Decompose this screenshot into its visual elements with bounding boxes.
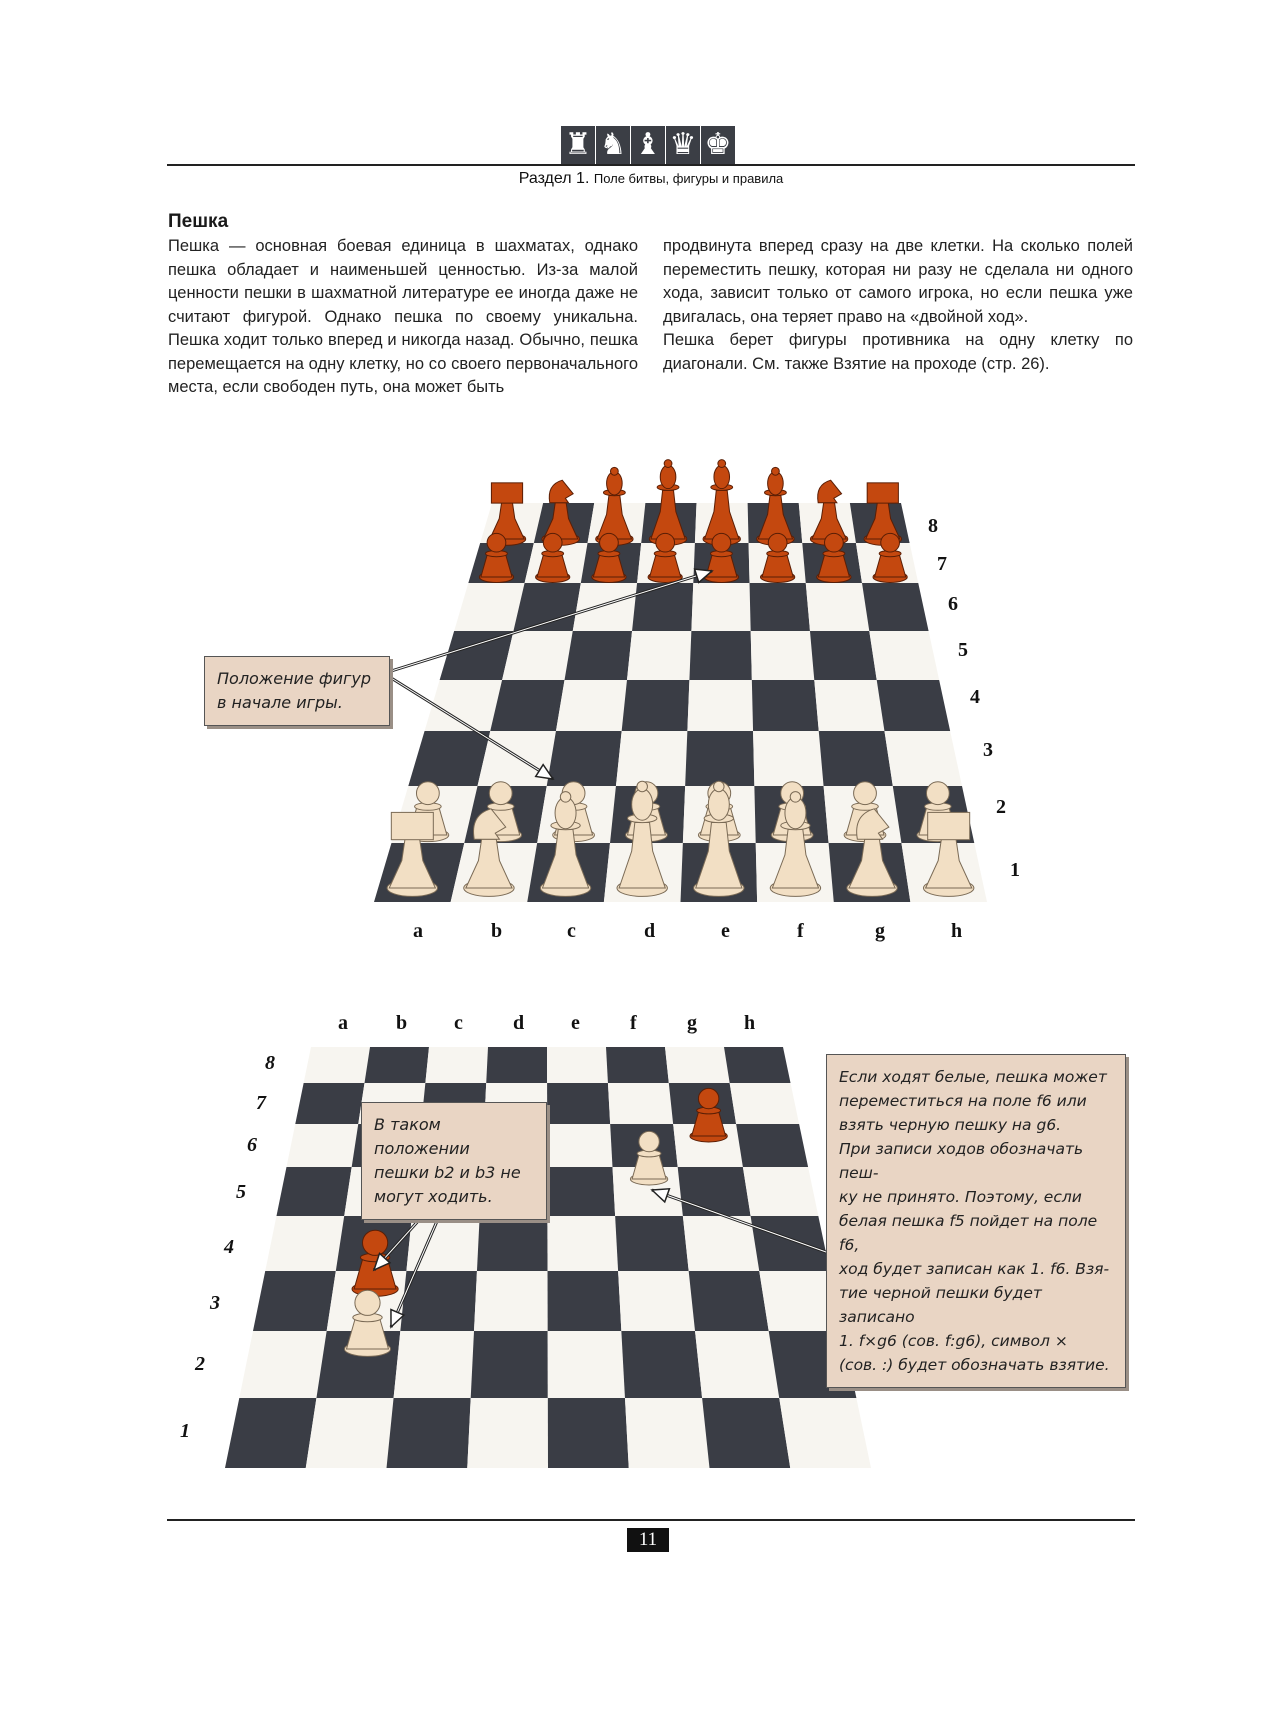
- board-square: [471, 1331, 548, 1398]
- rank-label: 3: [210, 1292, 220, 1314]
- callout-line: могут ходить.: [374, 1187, 493, 1206]
- rank-label: 2: [195, 1353, 205, 1375]
- section-number: 1.: [576, 170, 590, 187]
- board-square: [547, 1216, 618, 1271]
- rank-label: 8: [928, 515, 938, 537]
- callout-line: 1. f×g6 (сов. f:g6), символ ×: [839, 1332, 1068, 1350]
- board-square: [695, 1331, 779, 1398]
- knight-icon: ♞: [595, 126, 630, 164]
- queen-icon: ♛: [665, 126, 700, 164]
- board-square: [685, 731, 754, 786]
- board-2: [225, 1047, 871, 1468]
- callout-line: Положение фигур: [217, 669, 371, 688]
- rank-label: 7: [937, 553, 947, 575]
- board-square: [689, 631, 751, 680]
- board-square: [687, 680, 753, 731]
- callout-line: ку не принято. Поэтому, если: [839, 1188, 1082, 1206]
- board-square: [806, 583, 870, 631]
- paragraph-right-1: продвинута вперед сразу на две клетки. На сколько полей переместить пешку, которая ни разу не сделала ни одного хода, зависит только от самого игрока, но если пешка уже двигалась, она теряет право на «двойной ход».: [663, 237, 1133, 326]
- board-square: [573, 583, 637, 631]
- callout-line: Если ходят белые, пешка может: [839, 1068, 1107, 1086]
- board-square: [440, 631, 514, 680]
- board-square: [239, 1331, 326, 1398]
- board-square: [779, 1398, 871, 1468]
- paragraph-right-2: Пешка берет фигуры противника на одну клетку по диагонали. См. также Взятие на проходе (стр. 26).: [663, 331, 1133, 373]
- board-square: [615, 1216, 689, 1271]
- board-square: [425, 1047, 488, 1083]
- callout-line: тие черной пешки будет записано: [839, 1284, 1042, 1326]
- callout-pawn-notation: [826, 1054, 1126, 1388]
- board-square: [548, 1331, 625, 1398]
- board-square: [884, 731, 962, 786]
- board-square: [408, 731, 490, 786]
- board-square: [467, 1398, 548, 1468]
- page-number: 11: [627, 1528, 669, 1552]
- callout-line: взять черную пешку на g6.: [839, 1116, 1062, 1134]
- board-square: [477, 1216, 548, 1271]
- board-square: [548, 1271, 622, 1331]
- board-square: [750, 583, 810, 631]
- file-label: b: [396, 1012, 408, 1034]
- board-square: [548, 1398, 629, 1468]
- file-label: g: [687, 1012, 697, 1034]
- board-square: [304, 1047, 370, 1083]
- board-square: [556, 680, 627, 731]
- rank-label: 2: [996, 796, 1006, 818]
- callout-line: пешки b2 и b3 не: [374, 1163, 521, 1182]
- board-square: [547, 1047, 608, 1083]
- file-label: h: [951, 920, 963, 942]
- board-square: [547, 1083, 610, 1124]
- callout-blocked-pawns: [361, 1102, 547, 1220]
- board-square: [502, 631, 573, 680]
- rank-label: 1: [180, 1420, 190, 1442]
- board-square: [814, 680, 884, 731]
- footer-rule: [167, 1519, 1135, 1521]
- rank-label: 8: [265, 1052, 275, 1074]
- rank-label: 7: [256, 1092, 266, 1114]
- board-square: [752, 680, 819, 731]
- board-square: [565, 631, 633, 680]
- board-square: [394, 1331, 474, 1398]
- board-square: [665, 1047, 730, 1083]
- file-label: c: [454, 1012, 463, 1034]
- article-title: Пешка: [168, 211, 229, 232]
- king-piece: [703, 460, 740, 546]
- board-square: [621, 1331, 702, 1398]
- file-label: d: [513, 1012, 525, 1034]
- board-square: [632, 583, 693, 631]
- board-square: [265, 1216, 344, 1271]
- board-square: [276, 1167, 351, 1216]
- rook-icon: ♜: [560, 126, 595, 164]
- callout-line: ход будет записан как 1. f6. Взя-: [839, 1260, 1110, 1278]
- bishop-icon: ♝: [630, 126, 665, 164]
- board-square: [365, 1047, 429, 1083]
- paragraph-left: Пешка — основная боевая единица в шахматах, однако пешка обладает и наименьшей ценностью. Из-за малой ценности пешки в шахматной литературе ее иногда даже не считают фигурой. Однако пешка по своему уникальна. Пешка ходит только вперед и никогда назад. Обычно, пешка перемещается на одну клетку, но со своего первоначального места, если свободен путь, она может быть: [168, 237, 638, 396]
- board-square: [678, 1167, 751, 1216]
- file-label: f: [630, 1012, 637, 1034]
- board-square: [606, 1047, 669, 1083]
- file-label: d: [644, 920, 656, 942]
- file-label: e: [721, 920, 730, 942]
- board-square: [622, 680, 690, 731]
- file-label: h: [744, 1012, 756, 1034]
- board-square: [743, 1167, 818, 1216]
- board-square: [225, 1398, 316, 1468]
- rank-label: 5: [958, 639, 968, 661]
- callout-start-position: [204, 656, 390, 726]
- board-square: [724, 1047, 791, 1083]
- board-square: [454, 583, 524, 631]
- file-label: a: [413, 920, 423, 942]
- rank-label: 6: [247, 1134, 257, 1156]
- board-square: [691, 583, 750, 631]
- file-label: g: [875, 920, 885, 942]
- board-square: [751, 631, 815, 680]
- board-square: [474, 1271, 548, 1331]
- rank-label: 6: [948, 593, 958, 615]
- board-square: [877, 680, 950, 731]
- board-square: [295, 1083, 364, 1124]
- board-square: [547, 1124, 612, 1167]
- callout-line: (сов. :) будет обозначать взятие.: [839, 1356, 1110, 1374]
- callout-line: в начале игры.: [217, 693, 343, 712]
- board-square: [751, 1216, 830, 1271]
- file-label: a: [338, 1012, 348, 1034]
- board-square: [547, 1167, 615, 1216]
- rank-label: 4: [224, 1236, 234, 1258]
- queen-piece: [649, 460, 686, 546]
- board-square: [810, 631, 877, 680]
- board-square: [286, 1124, 358, 1167]
- callout-line: В таком положении: [374, 1115, 470, 1158]
- board-square: [625, 1398, 710, 1468]
- rank-label: 4: [970, 686, 980, 708]
- king-icon: ♚: [700, 126, 735, 164]
- board-square: [547, 731, 622, 786]
- board-square: [736, 1124, 808, 1167]
- file-label: e: [571, 1012, 580, 1034]
- rank-label: 1: [1010, 859, 1020, 881]
- callout-line: При записи ходов обозначать пеш-: [839, 1140, 1084, 1182]
- board-square: [702, 1398, 790, 1468]
- board-square: [387, 1398, 471, 1468]
- callout-line: белая пешка f5 пойдет на поле f6,: [839, 1212, 1098, 1254]
- board-square: [608, 1083, 673, 1124]
- section-prefix: Раздел: [518, 170, 572, 187]
- board-square: [689, 1271, 769, 1331]
- board-square: [253, 1271, 336, 1331]
- board-square: [862, 583, 929, 631]
- board-square: [618, 1271, 695, 1331]
- rank-label: 3: [983, 739, 993, 761]
- board-square: [730, 1083, 799, 1124]
- board-square: [490, 680, 564, 731]
- board-square: [486, 1047, 547, 1083]
- board-square: [616, 731, 687, 786]
- file-label: b: [491, 920, 503, 942]
- section-title: Поле битвы, фигуры и правила: [593, 171, 784, 186]
- board-square: [627, 631, 691, 680]
- board-square: [819, 731, 893, 786]
- rank-label: 5: [236, 1181, 246, 1203]
- board-square: [306, 1398, 394, 1468]
- callout-line: переместиться на поле f6 или: [839, 1092, 1087, 1110]
- file-label: f: [797, 920, 804, 942]
- board-square: [753, 731, 824, 786]
- board-square: [869, 631, 939, 680]
- file-label: c: [567, 920, 576, 942]
